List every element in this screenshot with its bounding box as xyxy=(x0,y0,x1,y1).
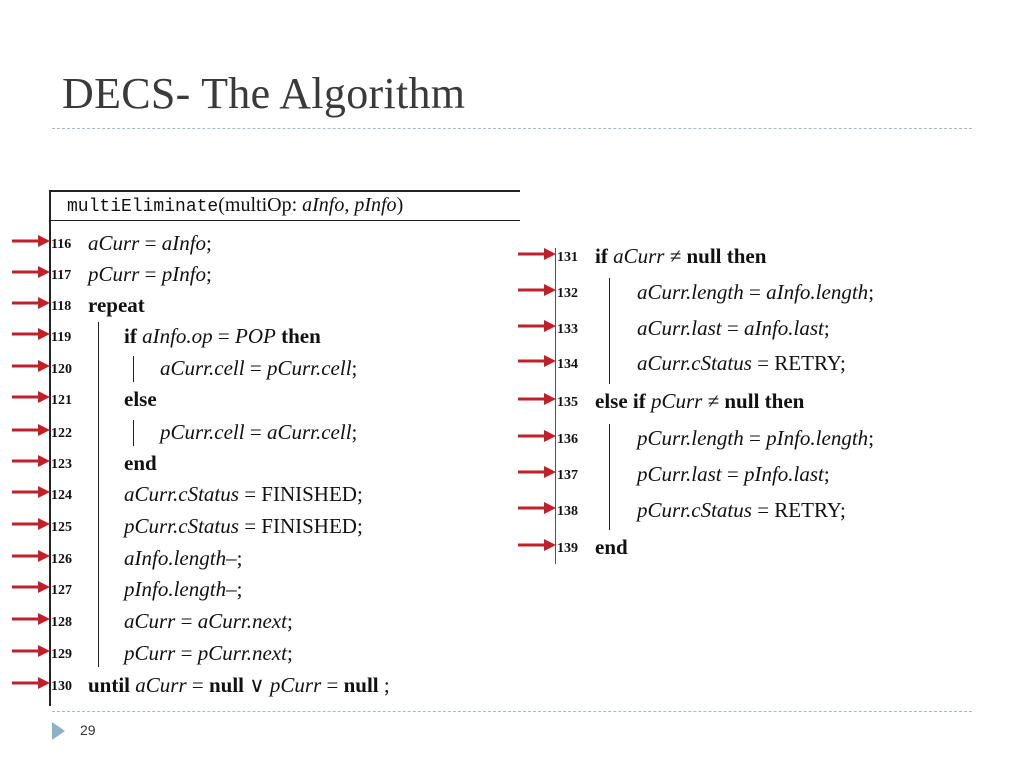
code-token: until xyxy=(88,673,136,697)
code-token: ∨ xyxy=(244,673,270,697)
code-token: pInfo xyxy=(161,262,207,286)
code-token: aCurr xyxy=(613,244,665,268)
code-token: ≠ xyxy=(664,244,687,268)
code-line xyxy=(88,673,390,698)
line-number: 122 xyxy=(51,426,72,441)
code-token: pInfo.length xyxy=(124,577,227,601)
line-number: 123 xyxy=(51,457,72,472)
code-token: = xyxy=(244,420,267,444)
code-token: if xyxy=(124,324,143,348)
code-token: ; xyxy=(378,673,390,697)
code-token: aInfo.length xyxy=(766,280,869,304)
code-token: –; xyxy=(226,546,243,570)
code-token: aInfo.last xyxy=(743,316,824,340)
code-token: pCurr.length xyxy=(637,426,744,450)
red-arrow-icon xyxy=(12,454,50,468)
red-arrow-icon xyxy=(12,327,50,341)
line-number: 136 xyxy=(557,432,578,447)
code-token: aCurr xyxy=(135,673,187,697)
red-arrow-icon xyxy=(12,234,50,248)
block-bar xyxy=(98,322,99,667)
code-token: pInfo.length xyxy=(766,426,869,450)
code-token: if xyxy=(595,244,614,268)
code-token: ; xyxy=(823,316,830,340)
red-arrow-icon xyxy=(12,580,50,594)
code-line xyxy=(88,231,212,256)
code-line xyxy=(637,498,846,523)
code-line xyxy=(88,262,212,287)
code-token: = xyxy=(743,426,767,450)
code-token: aCurr xyxy=(88,231,140,255)
code-token: pCurr.cStatus xyxy=(124,514,239,538)
code-line xyxy=(124,451,157,476)
red-arrow-icon xyxy=(12,359,50,373)
code-token: pCurr.cell xyxy=(266,356,352,380)
code-token: ; xyxy=(868,280,875,304)
code-token: = xyxy=(743,280,767,304)
code-token: ≠ xyxy=(702,389,725,413)
code-token: repeat xyxy=(88,293,145,317)
red-arrow-icon xyxy=(518,319,556,333)
code-token: aCurr.cStatus xyxy=(637,351,752,375)
code-token: pCurr.next xyxy=(197,641,287,665)
block-bar xyxy=(133,420,134,446)
code-line xyxy=(124,546,242,571)
red-arrow-icon xyxy=(12,676,50,690)
code-token: else if xyxy=(595,389,651,413)
code-line xyxy=(637,316,830,341)
code-token: = xyxy=(321,673,344,697)
red-arrow-icon xyxy=(12,549,50,563)
code-token: = xyxy=(721,462,744,486)
code-line xyxy=(124,482,363,507)
red-arrow-icon xyxy=(518,392,556,406)
line-number: 124 xyxy=(51,488,72,503)
code-line xyxy=(595,389,804,414)
red-arrow-icon xyxy=(12,485,50,499)
code-token: pCurr xyxy=(88,262,140,286)
code-token: –; xyxy=(226,577,243,601)
header-sep: , xyxy=(344,194,355,216)
title-divider xyxy=(52,128,972,129)
code-token: = xyxy=(721,316,744,340)
code-token: ; xyxy=(206,231,212,255)
line-number: 125 xyxy=(51,520,72,535)
red-arrow-icon xyxy=(518,429,556,443)
red-arrow-icon xyxy=(12,296,50,310)
code-token: pCurr.cStatus xyxy=(637,498,752,522)
code-token: ; xyxy=(823,462,830,486)
page-number: 29 xyxy=(80,722,96,738)
code-token: else xyxy=(124,387,157,411)
code-token: aCurr.cell xyxy=(266,420,352,444)
code-line xyxy=(595,244,766,269)
line-number: 121 xyxy=(51,393,72,408)
code-token: = FINISHED; xyxy=(238,482,363,506)
code-token: POP xyxy=(235,324,276,348)
code-token: ; xyxy=(351,420,358,444)
code-line xyxy=(124,609,293,634)
code-line xyxy=(637,280,874,305)
code-token: pCurr xyxy=(269,673,322,697)
red-arrow-icon xyxy=(12,265,50,279)
code-token: = xyxy=(175,641,198,665)
code-line xyxy=(124,387,157,412)
line-number: 119 xyxy=(51,330,72,345)
code-token: = xyxy=(186,673,209,697)
line-number: 131 xyxy=(557,250,578,265)
red-arrow-icon xyxy=(518,501,556,515)
code-token: aCurr.length xyxy=(637,280,744,304)
code-token: = RETRY; xyxy=(751,498,846,522)
code-line xyxy=(160,420,357,445)
code-line xyxy=(595,535,628,560)
code-token: ; xyxy=(206,262,212,286)
code-line xyxy=(160,356,357,381)
code-token: end xyxy=(124,451,157,475)
triangle-bullet-icon xyxy=(52,722,65,740)
code-token: pCurr xyxy=(124,641,176,665)
box-header-border xyxy=(49,220,520,221)
line-number: 129 xyxy=(51,647,72,662)
code-token: = xyxy=(175,609,198,633)
code-token: ; xyxy=(286,641,293,665)
line-number: 117 xyxy=(51,268,72,283)
code-token: aCurr.last xyxy=(637,316,722,340)
code-token: pInfo.last xyxy=(743,462,824,486)
code-token: aCurr.cell xyxy=(160,356,245,380)
slide-title: DECS- The Algorithm xyxy=(62,69,466,118)
code-token: aCurr.next xyxy=(197,609,287,633)
red-arrow-icon xyxy=(12,423,50,437)
code-token: = xyxy=(244,356,267,380)
code-token: = RETRY; xyxy=(751,351,846,375)
code-token: pCurr xyxy=(650,389,703,413)
code-line xyxy=(124,577,242,602)
code-token: end xyxy=(595,535,628,559)
footer-divider xyxy=(52,711,972,712)
line-number: 132 xyxy=(557,286,578,301)
code-token: aInfo xyxy=(161,231,207,255)
line-number: 127 xyxy=(51,583,72,598)
code-token: null then xyxy=(686,244,767,268)
code-token: ; xyxy=(868,426,875,450)
line-number: 138 xyxy=(557,504,578,519)
block-bar xyxy=(133,356,134,382)
red-arrow-icon xyxy=(518,283,556,297)
line-number: 139 xyxy=(557,541,578,556)
line-number: 120 xyxy=(51,362,72,377)
red-arrow-icon xyxy=(12,390,50,404)
line-number: 134 xyxy=(557,357,578,372)
red-arrow-icon xyxy=(12,644,50,658)
line-number: 118 xyxy=(51,299,72,314)
header-close: ) xyxy=(396,194,404,216)
line-number: 135 xyxy=(557,395,578,410)
code-token: = xyxy=(212,324,235,348)
line-number: 116 xyxy=(51,237,72,252)
code-token: = xyxy=(139,262,162,286)
algorithm-header xyxy=(67,194,403,217)
header-param-p: pInfo xyxy=(354,194,397,216)
code-token: null xyxy=(208,673,245,697)
block-bar xyxy=(609,424,610,530)
line-number: 133 xyxy=(557,322,578,337)
code-token: = xyxy=(139,231,162,255)
line-number: 128 xyxy=(51,615,72,630)
code-token: then xyxy=(275,324,321,348)
code-token: null then xyxy=(724,389,805,413)
red-arrow-icon xyxy=(12,517,50,531)
code-line xyxy=(637,462,830,487)
code-line xyxy=(124,514,363,539)
code-line xyxy=(124,324,321,349)
red-arrow-icon xyxy=(518,354,556,368)
code-token: ; xyxy=(286,609,293,633)
code-token: = FINISHED; xyxy=(238,514,363,538)
function-name: multiEliminate xyxy=(67,197,219,217)
code-line xyxy=(124,641,293,666)
line-number: 137 xyxy=(557,468,578,483)
line-number: 126 xyxy=(51,552,72,567)
box-top-border xyxy=(49,190,520,192)
code-line xyxy=(637,351,846,376)
code-token: pCurr.cell xyxy=(160,420,245,444)
code-token: null xyxy=(343,673,379,697)
code-token: aCurr.cStatus xyxy=(124,482,239,506)
header-params: (multiOp: xyxy=(218,194,303,216)
code-token: aCurr xyxy=(124,609,176,633)
red-arrow-icon xyxy=(518,465,556,479)
code-token: ; xyxy=(351,356,358,380)
code-token: pCurr.last xyxy=(637,462,722,486)
line-number: 130 xyxy=(51,679,72,694)
code-token: aInfo.op xyxy=(142,324,213,348)
code-line xyxy=(88,293,145,318)
header-param-a: aInfo xyxy=(302,194,345,216)
red-arrow-icon xyxy=(518,538,556,552)
block-bar xyxy=(609,278,610,384)
code-line xyxy=(637,426,874,451)
red-arrow-icon xyxy=(12,612,50,626)
code-token: aInfo.length xyxy=(124,546,227,570)
red-arrow-icon xyxy=(518,247,556,261)
